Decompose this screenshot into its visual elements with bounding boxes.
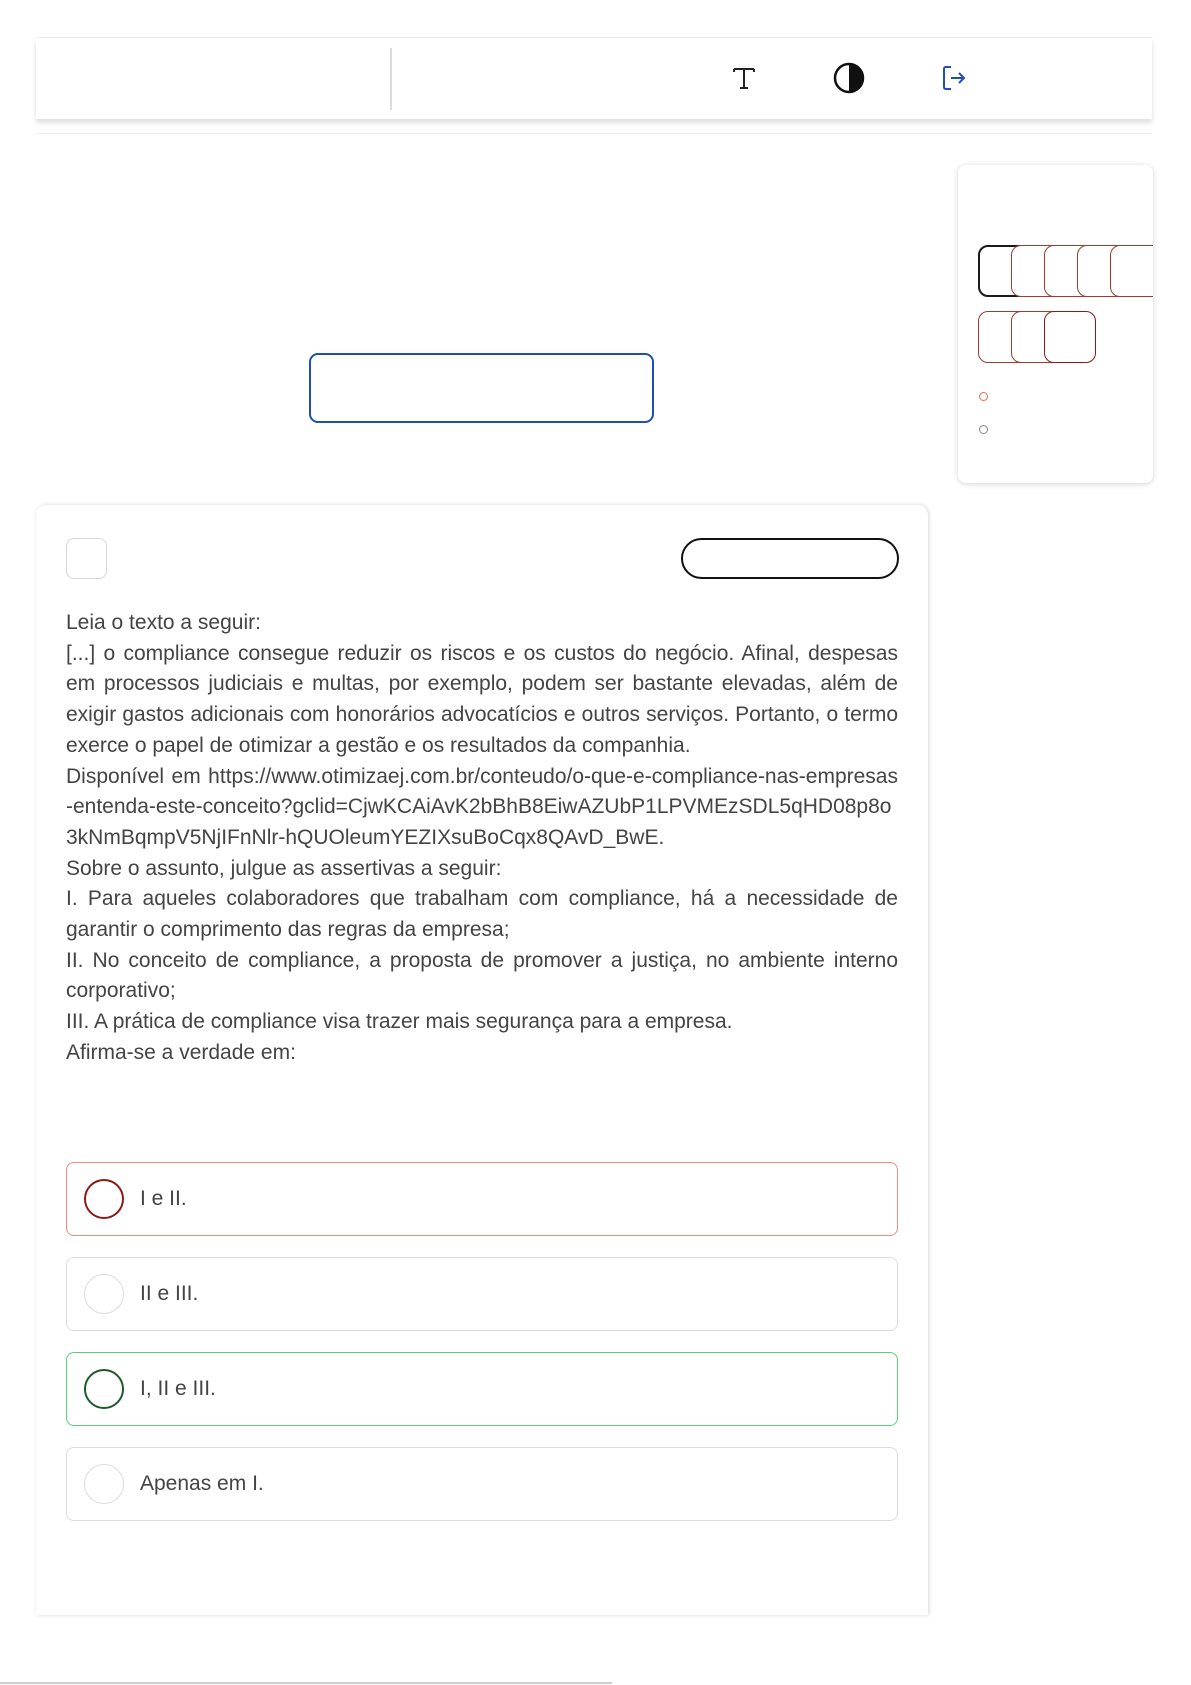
- contrast-icon[interactable]: [831, 60, 867, 96]
- answer-option-d[interactable]: [66, 1447, 898, 1521]
- mark-question-checkbox[interactable]: [66, 538, 107, 579]
- header-separator: [36, 133, 1152, 134]
- toolbar-divider: [390, 48, 392, 110]
- radio-c[interactable]: [84, 1369, 124, 1409]
- question-card: [36, 505, 928, 1615]
- assertion-2: II. No conceito de compliance, a proposta de promover a justiça, no ambiente interno corporativo;: [66, 948, 898, 1003]
- text-size-icon[interactable]: [726, 60, 762, 96]
- statement-quote: [...] o compliance consegue reduzir os riscos e os custos do negócio. Afinal, despesas em processos judiciais e multas, por exemplo, podem ser bastante elevadas, além de exigir gastos adicionais com honorários advocatícios e outros serviços. Portanto, o termo exerce o papel de otimizar a gestão e os resultados da companhia.: [66, 641, 898, 757]
- highlighted-field[interactable]: [309, 353, 654, 423]
- statement-source: Disponível em https://www.otimizaej.com.br/conteudo/o-que-e-compliance-nas-empresas-entenda-este-conceito?gclid=CjwKCAiAvK2bBhB8EiwAZUbP1LPVMEzSDL5qHD08p8o3kNmBqmpV5NjIFnNlr-hQUOleumYEZIXsuBoCqx8QAvD_BwE.: [66, 764, 898, 849]
- question-box-8[interactable]: [1044, 311, 1096, 363]
- answer-label-c: I, II e III.: [140, 1377, 216, 1400]
- answer-option-b[interactable]: [66, 1257, 898, 1331]
- statement-question: Afirma-se a verdade em:: [66, 1040, 296, 1064]
- assertion-1: I. Para aqueles colaboradores que trabalham com compliance, há a necessidade de garantir o comprimento das regras da empresa;: [66, 887, 898, 942]
- assertion-3: III. A prática de compliance visa trazer mais segurança para a empresa.: [66, 1010, 733, 1034]
- answer-option-c[interactable]: [66, 1352, 898, 1426]
- logout-icon[interactable]: [936, 60, 972, 96]
- radio-d[interactable]: [84, 1464, 124, 1504]
- statement-prompt: Sobre o assunto, julgue as assertivas a seguir:: [66, 856, 502, 880]
- legend-dot-neutral: [979, 425, 988, 434]
- radio-a[interactable]: [84, 1179, 124, 1219]
- radio-b[interactable]: [84, 1274, 124, 1314]
- question-navigator: [958, 165, 1153, 483]
- question-box-5[interactable]: [1110, 245, 1153, 297]
- answer-label-d: Apenas em I.: [140, 1472, 264, 1495]
- top-toolbar: [36, 37, 1152, 119]
- statement-intro: Leia o texto a seguir:: [66, 611, 261, 634]
- legend-dot-wrong: [979, 392, 988, 401]
- footer-separator: [0, 1682, 612, 1684]
- action-pill-button[interactable]: [681, 538, 899, 579]
- answer-option-a[interactable]: [66, 1162, 898, 1236]
- question-statement: [66, 608, 898, 1069]
- answer-label-a: I e II.: [140, 1187, 187, 1210]
- answer-label-b: II e III.: [140, 1282, 199, 1305]
